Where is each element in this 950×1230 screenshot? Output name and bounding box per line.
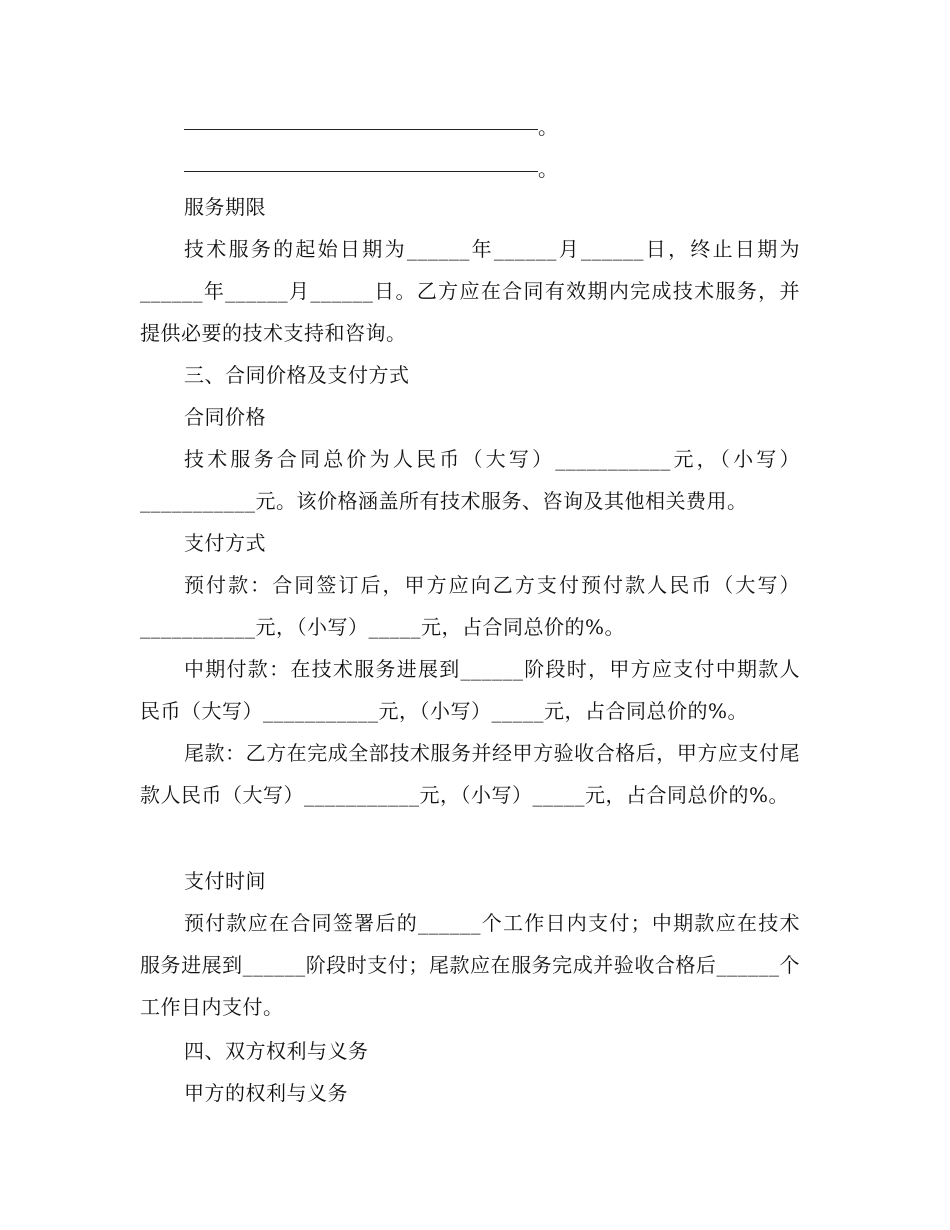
underline-rule bbox=[184, 128, 538, 130]
subheading-payment-time: 支付时间 bbox=[184, 869, 266, 893]
section-heading-service-period: 服务期限 bbox=[184, 195, 266, 219]
paragraph-total-price: 技术服务合同总价为人民币（大写）___________元，（小写）___________元。该价格涵盖所有技术服务、咨询及其他相关费用。 bbox=[140, 447, 800, 513]
paragraph-payment-schedule: 预付款应在合同签署后的______个工作日内支付；中期款应在技术服务进展到______阶段时支付；尾款应在服务完成并验收合格后______个工作日内支付。 bbox=[140, 911, 800, 1019]
paragraph-final-payment: 尾款：乙方在完成全部技术服务并经甲方验收合格后，甲方应支付尾款人民币（大写）___________元，（小写）_____元，占合同总价的%。 bbox=[140, 741, 800, 807]
line-end-mark: 。 bbox=[538, 115, 558, 139]
fill-in-blank-line bbox=[184, 106, 604, 148]
subheading-party-a-rights: 甲方的权利与义务 bbox=[184, 1081, 348, 1105]
section-heading-price-payment: 三、合同价格及支付方式 bbox=[184, 363, 410, 387]
section-heading-rights-obligations: 四、双方权利与义务 bbox=[184, 1039, 369, 1063]
fill-in-blank-line bbox=[184, 148, 604, 190]
line-end-mark: 。 bbox=[538, 157, 558, 181]
paragraph-advance-payment: 预付款：合同签订后，甲方应向乙方支付预付款人民币（大写）___________元，（小写）_____元，占合同总价的%。 bbox=[140, 573, 800, 639]
paragraph-service-dates: 技术服务的起始日期为______年______月______日，终止日期为______年______月______日。乙方应在合同有效期内完成技术服务，并提供必要的技术支持和咨询。 bbox=[140, 237, 800, 345]
subheading-contract-price: 合同价格 bbox=[184, 405, 266, 429]
underline-rule bbox=[184, 170, 538, 172]
subheading-payment-method: 支付方式 bbox=[184, 531, 266, 555]
paragraph-interim-payment: 中期付款：在技术服务进展到______阶段时，甲方应支付中期款人民币（大写）___________元，（小写）_____元，占合同总价的%。 bbox=[140, 657, 800, 723]
